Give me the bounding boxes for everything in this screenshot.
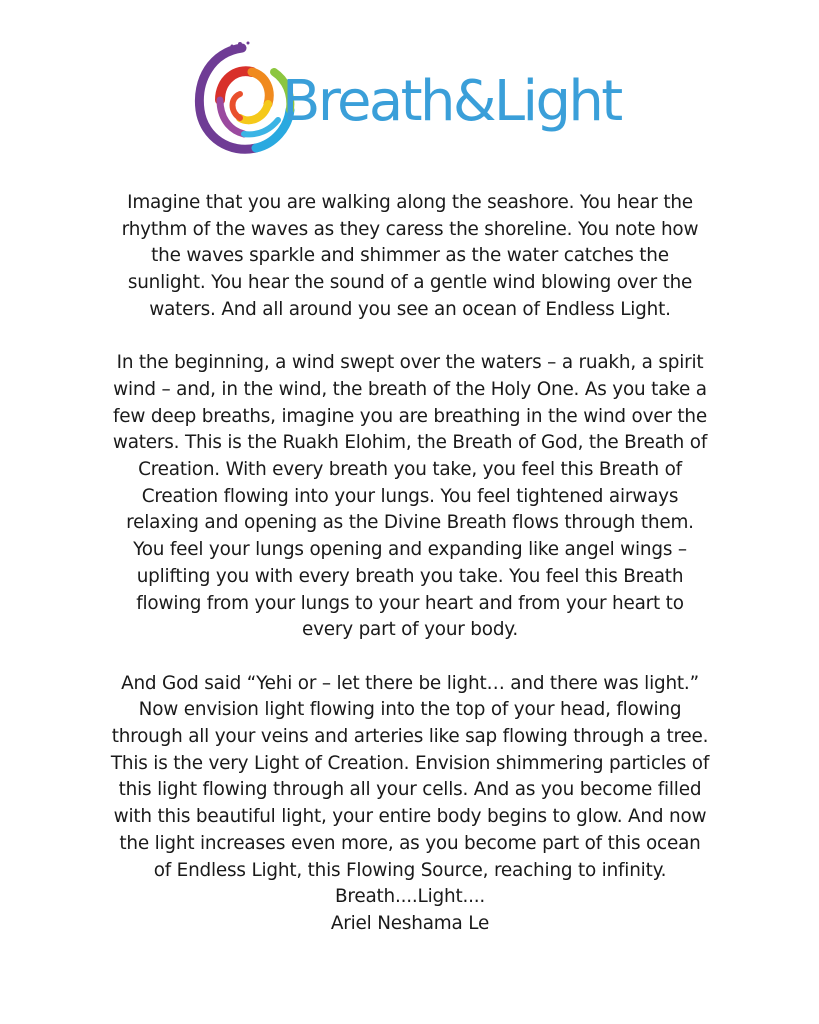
closing-line: Breath....Light.... (334, 886, 486, 908)
meditation-text (110, 190, 710, 938)
paragraph-seashore: Imagine that you are walking along the seashore. You hear the rhythm of the waves as they caress the shoreline. You note how the waves sparkle and shimmer as the water catches the sunlight. You hear the sound of a gentle wind blowing over the waters. And all around you see an ocean of Endless Light. (121, 192, 699, 320)
author-name: Ariel Neshama Le (330, 912, 490, 934)
brand-name: Breath&Light (282, 69, 621, 134)
paragraph-breath: In the beginning, a wind swept over the waters – a ruakh, a spirit wind – and, in the wind, the breath of the Holy One. As you take a few deep breaths, imagine you are breathing in the wind over the waters. This is the Ruakh Elohim, the Breath of God, the Breath of Creation. With every breath you take, you feel this Breath of Creation flowing into your lungs. You feel tightened airways relaxing and opening as the Divine Breath flows through them. You feel your lungs opening and expanding like angel wings – uplifting you with every breath you take. You feel this Breath flowing from your lungs to your heart and from your heart to every part of your body. (112, 352, 708, 641)
paragraph-light (110, 671, 710, 938)
breath-and-light-logo (190, 40, 621, 160)
paragraph-light-text: And God said “Yehi or – let there be light… and there was light.” Now envision light flowing into the top of your head, flowing through all your veins and arteries like sap flowing through a tree. This is the very Light of Creation. Envision shimmering particles of this light flowing through all your cells. And as you become filled with this beautiful light, your entire body begins to glow. And now the light increases even more, as you become part of this ocean of Endless Light, this Flowing Source, reaching to infinity. (110, 672, 710, 881)
